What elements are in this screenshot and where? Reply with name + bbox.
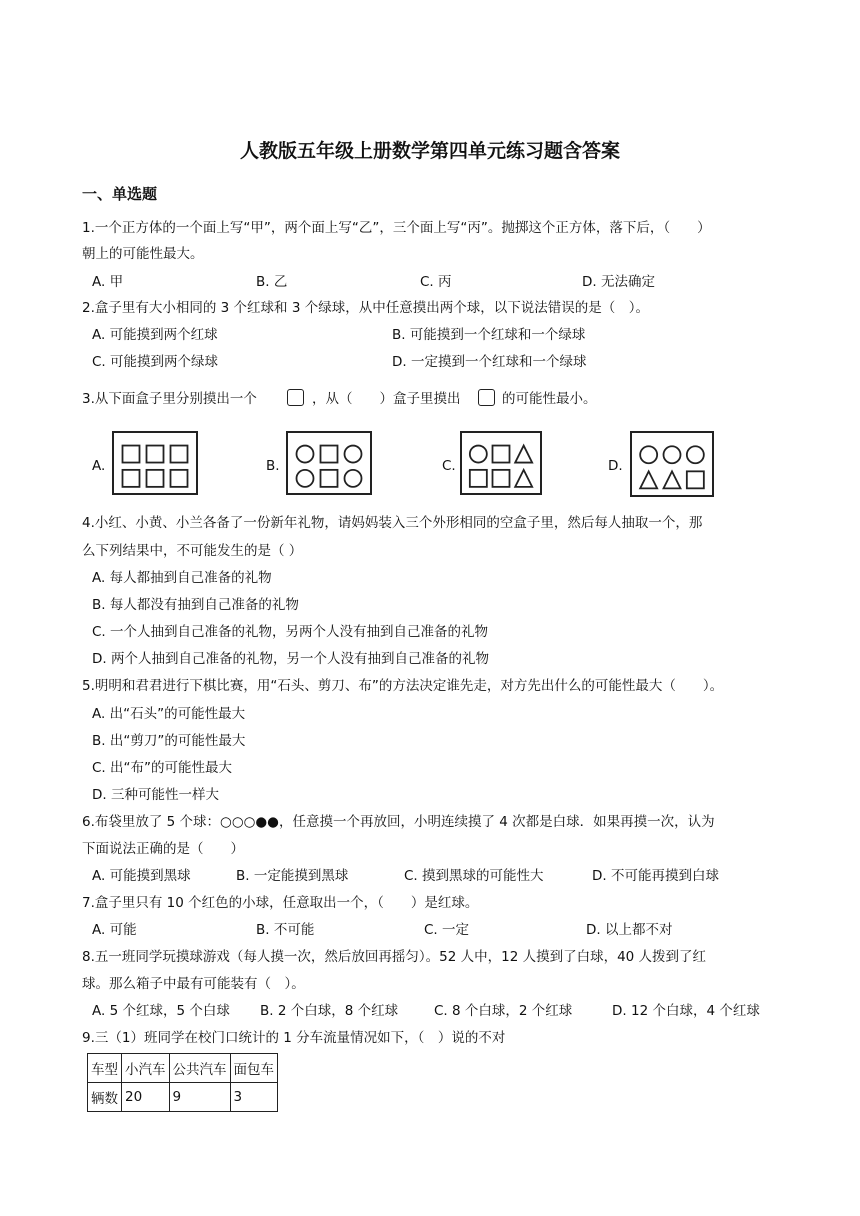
table-header-row	[88, 1054, 278, 1083]
q3-box-a	[112, 431, 198, 495]
section-heading: 一、单选题	[82, 185, 158, 203]
circle-shape	[345, 446, 362, 463]
q1-option-a: A. 甲	[92, 274, 124, 290]
q3-box-b	[286, 431, 372, 495]
square-icon	[287, 389, 304, 406]
q7-option-d: D. 以上都不对	[586, 922, 673, 938]
table-row	[88, 1083, 278, 1112]
q4-option-a: A. 每人都抽到自己准备的礼物	[92, 570, 272, 586]
q5-option-d: D. 三种可能性一样大	[92, 787, 219, 803]
q8-option-b: B. 2 个白球，8 个红球	[260, 1003, 399, 1019]
circle-shape	[687, 446, 704, 463]
circle-shape	[640, 446, 657, 463]
q2-option-c: C. 可能摸到两个绿球	[92, 354, 219, 370]
question-5-text: 5.明明和君君进行下棋比赛，用“石头、剪刀、布”的方法决定谁先走，对方先出什么的可能性最大（ ）。	[82, 678, 724, 694]
square-shape	[123, 446, 140, 463]
q1-option-c: C. 丙	[420, 274, 452, 290]
square-icon	[478, 389, 495, 406]
q3-box-c	[460, 431, 542, 495]
square-shape	[147, 446, 164, 463]
question-7-text: 7.盒子里只有 10 个红色的小球，任意取出一个，（ ）是红球。	[82, 895, 479, 911]
q7-option-b: B. 不可能	[256, 922, 315, 938]
page-title: 人教版五年级上册数学第四单元练习题含答案	[239, 140, 620, 162]
triangle-shape	[515, 470, 532, 487]
circle-shape	[297, 446, 314, 463]
q3-option-d: D.	[608, 458, 623, 474]
q2-option-b: B. 可能摸到一个红球和一个绿球	[392, 327, 586, 343]
traffic-table	[87, 1053, 278, 1112]
circle-shape	[297, 470, 314, 487]
triangle-shape	[640, 471, 657, 488]
square-shape	[687, 471, 704, 488]
q6-option-d: D. 不可能再摸到白球	[592, 868, 719, 884]
q7-option-a: A. 可能	[92, 922, 137, 938]
q6-option-b: B. 一定能摸到黑球	[236, 868, 349, 884]
square-shape	[470, 470, 487, 487]
question-1-text: 1.一个正方体的一个面上写“甲”，两个面上写“乙”，三个面上写“丙”。抛掷这个正方体，落下后，（ ）	[82, 220, 711, 236]
q3-option-b: B.	[266, 458, 280, 474]
question-4-text-cont: 么下列结果中，不可能发生的是（ ）	[82, 543, 303, 559]
table-header-cell: 面包车	[230, 1054, 278, 1083]
q1-option-d: D. 无法确定	[582, 274, 655, 290]
question-4-text: 4.小红、小黄、小兰各备了一份新年礼物，请妈妈装入三个外形相同的空盒子里，然后每人抽取一个，那	[82, 515, 703, 531]
table-cell: 20	[122, 1083, 170, 1112]
q5-option-b: B. 出“剪刀”的可能性最大	[92, 733, 246, 749]
triangle-shape	[515, 446, 532, 463]
question-8-text-cont: 球。那么箱子中最有可能装有（ ）。	[82, 976, 305, 992]
question-1-text-cont: 朝上的可能性最大。	[82, 246, 204, 262]
triangle-shape	[664, 471, 681, 488]
q6-option-a: A. 可能摸到黑球	[92, 868, 191, 884]
table-header-cell: 车型	[88, 1054, 122, 1083]
q2-option-d: D. 一定摸到一个红球和一个绿球	[392, 354, 587, 370]
q5-option-c: C. 出“布”的可能性最大	[92, 760, 232, 776]
square-shape	[171, 446, 188, 463]
q6-option-c: C. 摸到黑球的可能性大	[404, 868, 544, 884]
q1-option-b: B. 乙	[256, 274, 288, 290]
q3-option-c: C.	[442, 458, 456, 474]
table-header-cell: 小汽车	[122, 1054, 170, 1083]
square-shape	[321, 446, 338, 463]
circle-shape	[664, 446, 681, 463]
question-3-text-1: 3.从下面盒子里分别摸出一个	[82, 391, 257, 407]
question-3-text-2: ，从（ ）盒子里摸出	[312, 391, 461, 407]
q8-option-a: A. 5 个红球，5 个白球	[92, 1003, 230, 1019]
square-shape	[171, 470, 188, 487]
table-cell: 3	[230, 1083, 278, 1112]
table-header-cell: 公共汽车	[169, 1054, 230, 1083]
q2-option-a: A. 可能摸到两个红球	[92, 327, 218, 343]
q4-option-c: C. 一个人抽到自己准备的礼物，另两个人没有抽到自己准备的礼物	[92, 624, 489, 640]
table-cell: 9	[169, 1083, 230, 1112]
square-shape	[147, 470, 164, 487]
question-8-text: 8.五一班同学玩摸球游戏（每人摸一次，然后放回再摇匀）。52 人中，12 人摸到了白球，40 人拨到了红	[82, 949, 707, 965]
circle-shape	[470, 446, 487, 463]
question-6-text: 6.布袋里放了 5 个球：○○○●●，任意摸一个再放回，小明连续摸了 4 次都是白球．如果再摸一次，认为	[82, 814, 715, 830]
q3-option-a: A.	[92, 458, 106, 474]
question-2-text: 2.盒子里有大小相同的 3 个红球和 3 个绿球，从中任意摸出两个球，以下说法错误的是（ ）。	[82, 300, 649, 316]
q4-option-b: B. 每人都没有抽到自己准备的礼物	[92, 597, 299, 613]
question-9-text: 9.三（1）班同学在校门口统计的 1 分车流量情况如下，（ ）说的不对	[82, 1030, 506, 1046]
q8-option-d: D. 12 个白球，4 个红球	[612, 1003, 760, 1019]
square-shape	[321, 470, 338, 487]
q5-option-a: A. 出“石头”的可能性最大	[92, 706, 246, 722]
question-6-text-cont: 下面说法正确的是（ ）	[82, 841, 244, 857]
table-cell: 辆数	[88, 1083, 122, 1112]
circle-shape	[345, 470, 362, 487]
square-shape	[123, 470, 140, 487]
question-3-text-3: 的可能性最小。	[502, 391, 597, 407]
q3-box-d	[630, 431, 714, 497]
q7-option-c: C. 一定	[424, 922, 470, 938]
q8-option-c: C. 8 个白球，2 个红球	[434, 1003, 573, 1019]
square-shape	[493, 470, 510, 487]
q4-option-d: D. 两个人抽到自己准备的礼物，另一个人没有抽到自己准备的礼物	[92, 651, 489, 667]
square-shape	[493, 446, 510, 463]
